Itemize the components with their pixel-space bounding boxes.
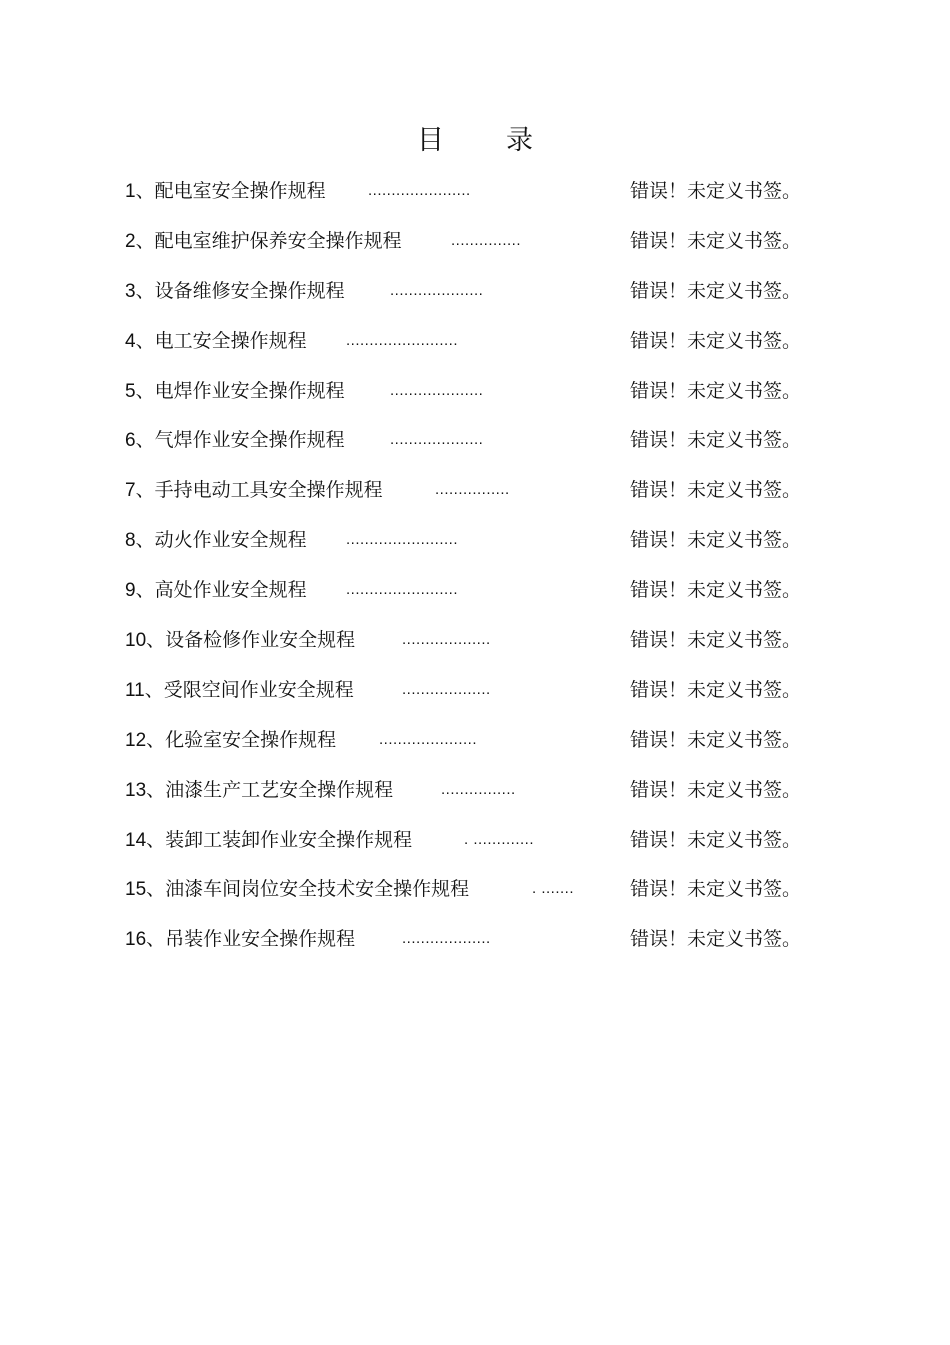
toc-entry-leader: ........................ <box>346 581 459 599</box>
toc-entry-text: 动火作业安全规程 <box>154 529 307 552</box>
toc-entry[interactable] <box>125 619 825 669</box>
toc-entry-number: 1 <box>125 181 136 202</box>
toc-entry-page-ref: 错误！未定义书签。 <box>630 778 802 801</box>
toc-entry-page-ref: 错误！未定义书签。 <box>630 828 802 851</box>
toc-entry-leader: ................ <box>441 780 516 798</box>
toc-entry[interactable] <box>125 469 825 519</box>
toc-entry-text: 油漆生产工艺安全操作规程 <box>165 778 394 801</box>
toc-entry-leader: ...................... <box>368 182 471 199</box>
toc-entry-page-ref: 错误！未定义书签。 <box>630 678 802 701</box>
toc-entry[interactable] <box>125 170 825 220</box>
toc-entry-page-ref: 错误！未定义书签。 <box>630 329 802 352</box>
toc-entry-page-ref: 错误！未定义书签。 <box>630 379 802 402</box>
toc-entry[interactable] <box>125 719 825 769</box>
toc-entry-text: 设备检修作业安全规程 <box>165 629 356 652</box>
toc-entry-page-ref: 错误！未定义书签。 <box>630 229 802 252</box>
toc-entry-separator: 、 <box>135 279 155 302</box>
toc-entry[interactable] <box>125 669 825 719</box>
toc-entry-text: 化验室安全操作规程 <box>165 728 337 751</box>
toc-entry-leader: ................... <box>402 930 491 948</box>
toc-title <box>0 118 950 157</box>
toc-entry-label[interactable] <box>125 220 402 263</box>
toc-entry-separator: 、 <box>135 529 155 552</box>
toc-entry-leader: ........................ <box>346 331 459 349</box>
toc-entry-label[interactable] <box>125 519 307 562</box>
toc-entry-separator: 、 <box>135 579 155 602</box>
toc-entry-label[interactable] <box>125 918 355 961</box>
toc-entry-number: 3 <box>125 280 136 302</box>
toc-entry-number: 6 <box>125 430 136 452</box>
toc-entry-page-ref: 错误！未定义书签。 <box>630 429 802 452</box>
toc-entry-label[interactable] <box>125 719 336 762</box>
toc-entry-text: 受限空间作业安全规程 <box>163 678 354 701</box>
toc-entry-label[interactable] <box>125 669 354 712</box>
toc-entry-text: 气焊作业安全操作规程 <box>154 429 345 452</box>
toc-entry-text: 高处作业安全规程 <box>154 579 307 602</box>
toc-entry-leader: ................ <box>435 481 510 499</box>
toc-entry-separator: 、 <box>146 878 166 901</box>
toc-entry-text: 吊装作业安全操作规程 <box>165 928 356 951</box>
toc-entry-text: 手持电动工具安全操作规程 <box>154 479 383 502</box>
toc-entry-text: 油漆车间岗位安全技术安全操作规程 <box>165 878 470 901</box>
toc-entry-page-ref: 错误！未定义书签。 <box>630 180 802 202</box>
toc-entry-label[interactable] <box>125 320 307 363</box>
toc-entry-number: 12 <box>125 729 147 751</box>
toc-entry-separator: 、 <box>135 429 155 452</box>
toc-entry-leader: ........................ <box>346 531 459 549</box>
toc-entry-separator: 、 <box>135 379 155 402</box>
toc-entry-page-ref: 错误！未定义书签。 <box>630 878 802 901</box>
toc-entry[interactable] <box>125 220 825 270</box>
toc-entry-separator: 、 <box>146 728 166 751</box>
toc-entry-number: 15 <box>125 879 147 901</box>
toc-title-char-2: 录 <box>506 125 533 156</box>
toc-entry-label[interactable] <box>125 419 345 462</box>
toc-entry-separator: 、 <box>146 928 166 951</box>
toc-entry-text: 配电室安全操作规程 <box>154 180 326 202</box>
toc-entry-number: 5 <box>125 380 136 402</box>
toc-entry-separator: 、 <box>146 828 166 851</box>
toc-entry[interactable] <box>125 918 825 968</box>
toc-entry-page-ref: 错误！未定义书签。 <box>630 529 802 552</box>
toc-entry-number: 16 <box>125 929 147 951</box>
toc-entry-label[interactable] <box>125 469 383 512</box>
toc-entry-number: 11 <box>125 679 145 701</box>
toc-entry-leader: ................... <box>402 680 491 698</box>
toc-entry-leader: .................... <box>390 281 484 299</box>
toc-entry-label[interactable] <box>125 270 345 313</box>
toc-title-char-1: 目 <box>417 125 444 156</box>
toc-entry-separator: 、 <box>146 629 166 652</box>
toc-entry-text: 装卸工装卸作业安全操作规程 <box>165 828 413 851</box>
toc-entry-number: 14 <box>125 829 147 851</box>
toc-entry-label[interactable] <box>125 170 326 213</box>
toc-entry-number: 2 <box>125 230 136 252</box>
toc-entry-leader: . ............. <box>464 830 535 848</box>
toc-entry-separator: 、 <box>146 778 166 801</box>
toc-entry-page-ref: 错误！未定义书签。 <box>630 728 802 751</box>
toc-entry-number: 4 <box>125 330 136 352</box>
toc-entry-text: 设备维修安全操作规程 <box>154 279 345 302</box>
toc-entry-text: 电工安全操作规程 <box>154 329 307 352</box>
toc-entry[interactable] <box>125 868 825 918</box>
toc-entry-label[interactable] <box>125 769 393 812</box>
toc-entry-separator: 、 <box>135 479 155 502</box>
toc-entry-label[interactable] <box>125 569 307 612</box>
toc-entry-separator: 、 <box>144 678 164 701</box>
toc-entry-leader: . ....... <box>532 880 575 898</box>
toc-entry-number: 9 <box>125 580 136 602</box>
toc-entry-separator: 、 <box>135 229 155 252</box>
toc-entry-separator: 、 <box>135 180 155 202</box>
toc-entry-leader: .................... <box>390 381 484 399</box>
toc-entry-label[interactable] <box>125 868 469 911</box>
toc-entry-leader: ..................... <box>379 730 478 748</box>
toc-entry-separator: 、 <box>135 329 155 352</box>
toc-entry-number: 13 <box>125 779 147 801</box>
toc-entry-label[interactable] <box>125 819 412 862</box>
toc-entry-number: 10 <box>125 630 147 652</box>
toc-entry[interactable] <box>125 320 825 370</box>
toc-entry[interactable] <box>125 569 825 619</box>
toc-entry-page-ref: 错误！未定义书签。 <box>630 629 802 652</box>
toc-entry-number: 7 <box>125 480 136 502</box>
toc-entry[interactable] <box>125 519 825 569</box>
toc-entry[interactable] <box>125 769 825 819</box>
toc-entry-number: 8 <box>125 530 136 552</box>
toc-entry-page-ref: 错误！未定义书签。 <box>630 479 802 502</box>
toc-entry-text: 配电室维护保养安全操作规程 <box>154 229 402 252</box>
toc-list <box>125 170 825 968</box>
toc-entry-page-ref: 错误！未定义书签。 <box>630 928 802 951</box>
toc-entry-leader: ................... <box>402 631 491 649</box>
toc-entry-leader: ............... <box>451 231 522 249</box>
toc-entry-page-ref: 错误！未定义书签。 <box>630 579 802 602</box>
toc-entry-leader: .................... <box>390 431 484 449</box>
toc-entry[interactable] <box>125 419 825 469</box>
toc-entry-label[interactable] <box>125 370 345 413</box>
toc-entry-label[interactable] <box>125 619 355 662</box>
toc-entry-page-ref: 错误！未定义书签。 <box>630 279 802 302</box>
toc-entry-text: 电焊作业安全操作规程 <box>154 379 345 402</box>
toc-entry[interactable] <box>125 270 825 320</box>
toc-entry[interactable] <box>125 370 825 420</box>
toc-entry[interactable] <box>125 819 825 869</box>
